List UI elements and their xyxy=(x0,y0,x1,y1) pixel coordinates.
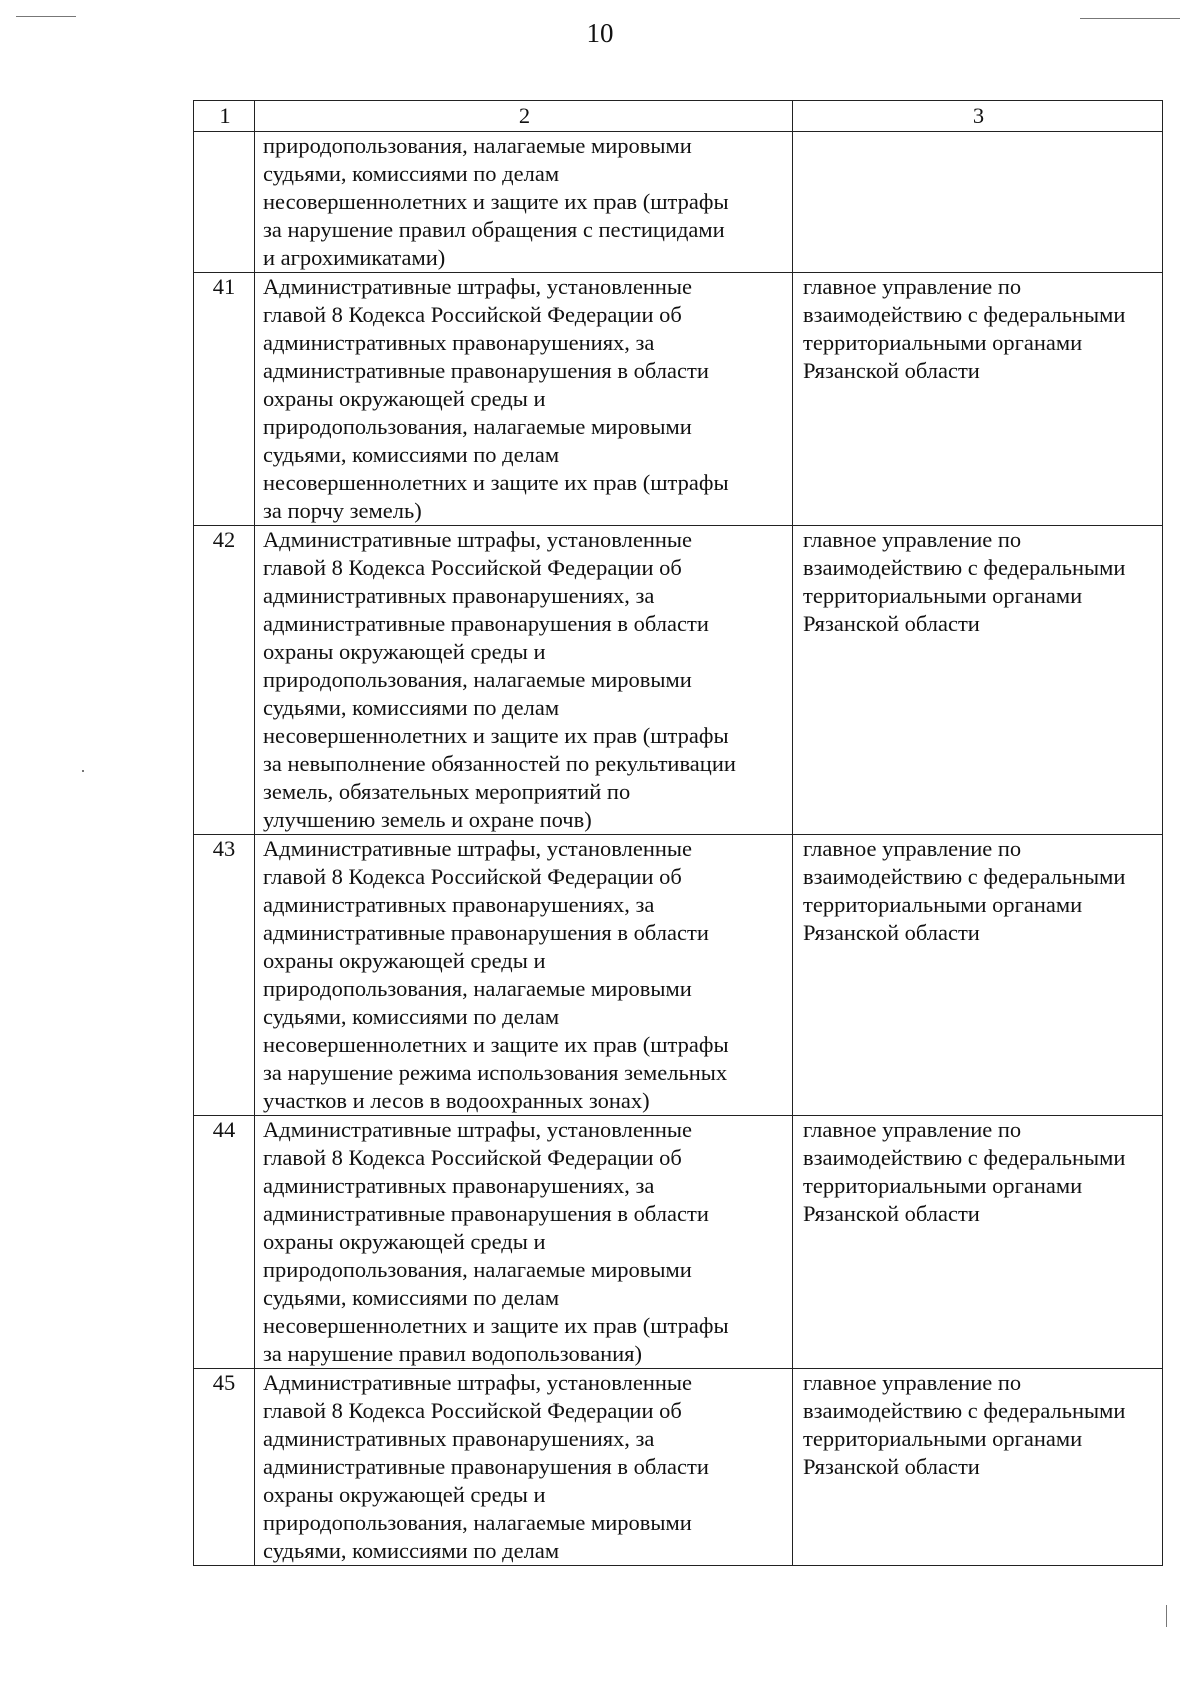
table-row xyxy=(194,526,1163,835)
table-row-continuation xyxy=(194,132,1163,273)
row-number: 44 xyxy=(194,1116,255,1369)
scan-artifact-right-edge xyxy=(1166,1605,1167,1627)
row-description: Административные штрафы, установленные главой 8 Кодекса Российской Федерации об административных правонарушениях, за административные правонарушения в области охраны окружающей среды и природопользования, налагаемые мировыми судьями, комиссиями по делам несовершеннолетних и защите их прав (штрафы за порчу земель) xyxy=(263,274,729,523)
table-row xyxy=(194,835,1163,1116)
row-organ: главное управление по взаимодействию с федеральными территориальными органами Рязанской области xyxy=(803,1370,1126,1479)
row-description-cell xyxy=(255,1116,793,1369)
page-number: 10 xyxy=(586,18,614,48)
row-organ-cell xyxy=(793,526,1163,835)
row-number: 42 xyxy=(194,526,255,835)
table-header-row xyxy=(194,101,1163,132)
row-number: 41 xyxy=(194,273,255,526)
row-organ: главное управление по взаимодействию с федеральными территориальными органами Рязанской области xyxy=(803,527,1126,636)
column-header-description: 2 xyxy=(255,101,793,132)
row-organ: главное управление по взаимодействию с федеральными территориальными органами Рязанской области xyxy=(803,1117,1126,1226)
row-description-cell xyxy=(255,1369,793,1566)
row-organ-cell xyxy=(793,1116,1163,1369)
column-header-organ: 3 xyxy=(793,101,1163,132)
row-description: природопользования, налагаемые мировыми судьями, комиссиями по делам несовершеннолетних и защите их прав (штрафы за нарушение правил обращения с пестицидами и агрохимикатами) xyxy=(263,133,729,270)
row-organ-cell xyxy=(793,273,1163,526)
table-row xyxy=(194,273,1163,526)
row-description-cell xyxy=(255,132,793,273)
table-row xyxy=(194,1369,1163,1566)
row-description: Административные штрафы, установленные главой 8 Кодекса Российской Федерации об административных правонарушениях, за административные правонарушения в области охраны окружающей среды и природопользования, налагаемые мировыми судьями, комиссиями по делам xyxy=(263,1370,709,1563)
row-description-cell xyxy=(255,835,793,1116)
row-number: 45 xyxy=(194,1369,255,1566)
row-description-cell xyxy=(255,273,793,526)
scan-artifact-top-left xyxy=(16,16,76,17)
row-organ-cell xyxy=(793,835,1163,1116)
column-header-number: 1 xyxy=(194,101,255,132)
row-organ: главное управление по взаимодействию с федеральными территориальными органами Рязанской области xyxy=(803,836,1126,945)
scan-artifact-top-right xyxy=(1080,18,1180,19)
row-description-cell xyxy=(255,526,793,835)
fines-table xyxy=(193,100,1163,1566)
row-description: Административные штрафы, установленные главой 8 Кодекса Российской Федерации об административных правонарушениях, за административные правонарушения в области охраны окружающей среды и природопользования, налагаемые мировыми судьями, комиссиями по делам несовершеннолетних и защите их прав (штрафы за нарушение режима использования земельных участков и лесов в водоохранных зонах) xyxy=(263,836,729,1113)
scan-artifact-left-dot xyxy=(82,770,84,772)
row-description: Административные штрафы, установленные главой 8 Кодекса Российской Федерации об административных правонарушениях, за административные правонарушения в области охраны окружающей среды и природопользования, налагаемые мировыми судьями, комиссиями по делам несовершеннолетних и защите их прав (штрафы за невыполнение обязанностей по рекультивации земель, обязательных мероприятий по улучшению земель и охране почв) xyxy=(263,527,736,832)
row-organ: главное управление по взаимодействию с федеральными территориальными органами Рязанской области xyxy=(803,274,1126,383)
row-organ-cell xyxy=(793,1369,1163,1566)
row-description: Административные штрафы, установленные главой 8 Кодекса Российской Федерации об административных правонарушениях, за административные правонарушения в области охраны окружающей среды и природопользования, налагаемые мировыми судьями, комиссиями по делам несовершеннолетних и защите их прав (штрафы за нарушение правил водопользования) xyxy=(263,1117,729,1366)
table-row xyxy=(194,1116,1163,1369)
row-organ-cell xyxy=(793,132,1163,273)
row-number: 43 xyxy=(194,835,255,1116)
row-number xyxy=(194,132,255,273)
